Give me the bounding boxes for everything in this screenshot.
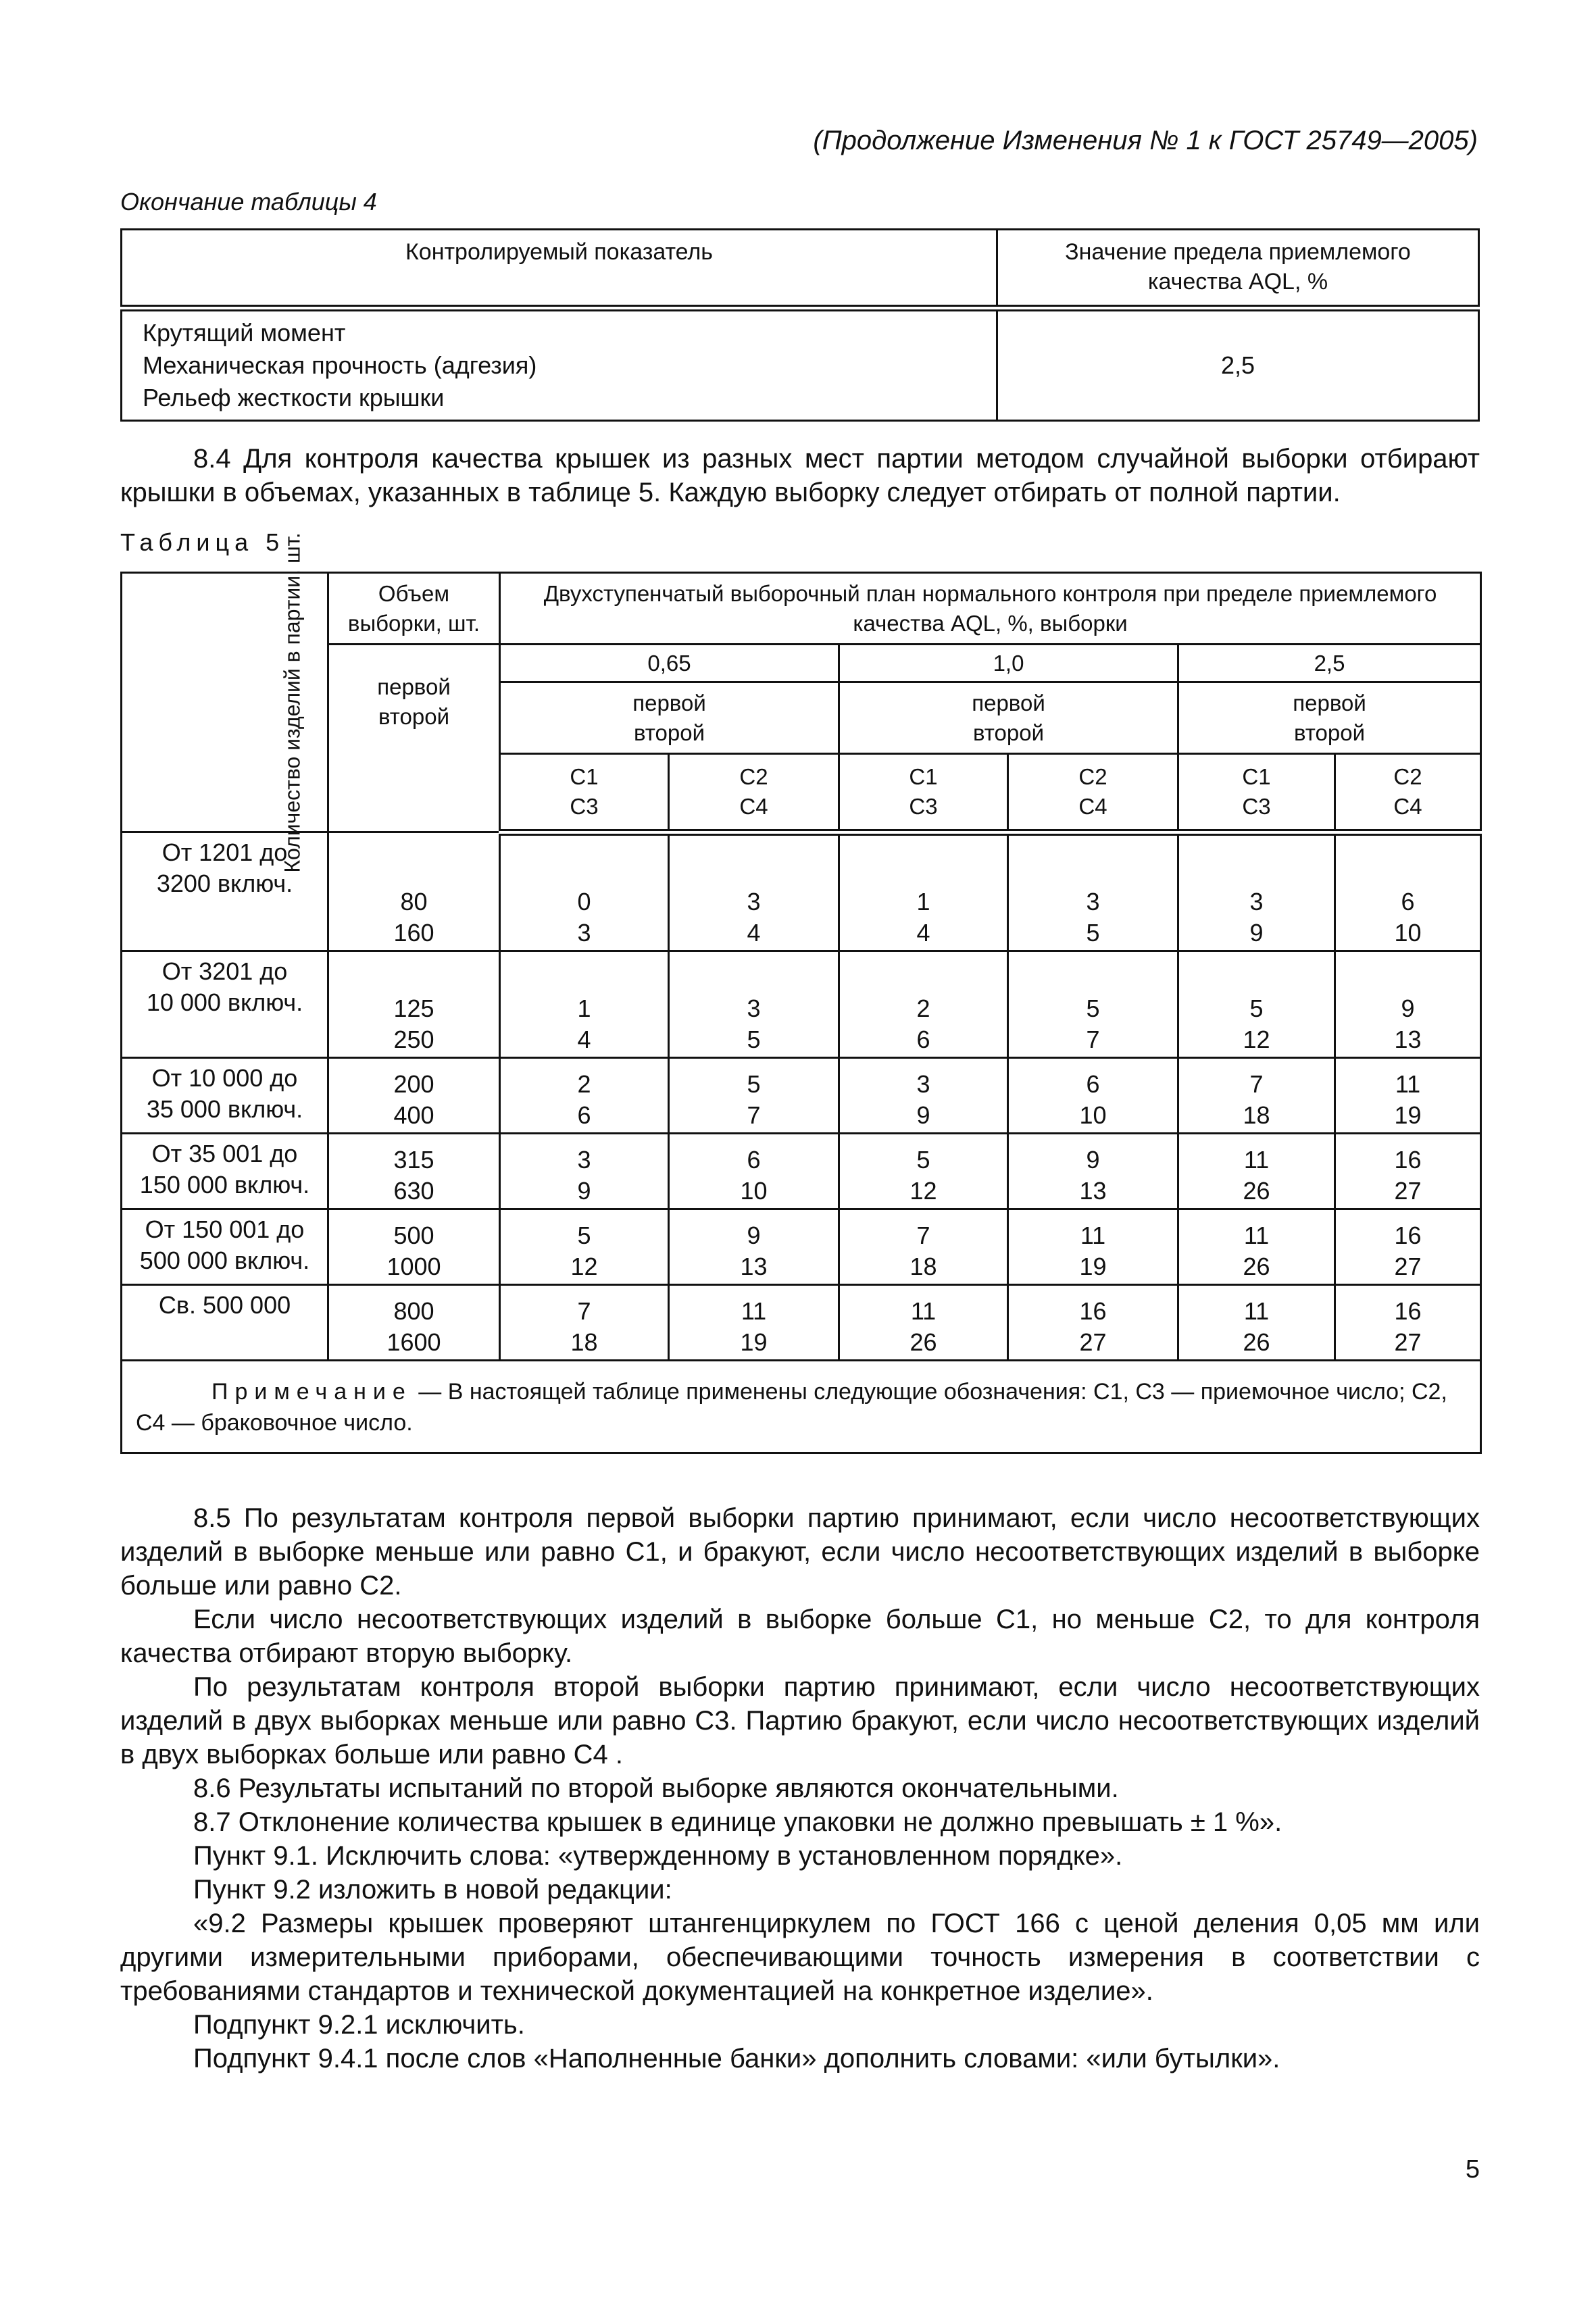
acceptance-number-value: 7 [1086,1026,1100,1053]
paragraph-text: По результатам контроля второй выборки партию принимают, если число несоответствующих изделий в двух выборках меньше или равно C3. Партию бракуют, если число несоответствующих изделий в двух выборках больше или равно C4 . [120,1672,1480,1769]
c-label-header [669,754,839,832]
paragraph-text: Пункт 9.1. Исключить слова: «утвержденному в установленном порядке». [193,1841,1123,1871]
c-label: C2 [1078,763,1107,789]
lot-size-line: От 150 001 до [145,1215,305,1243]
paragraph-text: Подпункт 9.2.1 исключить. [193,2010,525,2040]
c-label-header [1178,754,1335,832]
acceptance-number-value: 9 [916,1101,930,1129]
table5-row [122,1134,1481,1209]
acceptance-number-value: 12 [1243,1026,1270,1053]
sample-order-header [500,682,839,754]
acceptance-number-value: 3 [1249,888,1264,915]
lot-size-line: От 1201 до [161,838,288,866]
acceptance-number-value: 7 [747,1101,761,1129]
acceptance-number-value: 3 [1086,888,1100,915]
lot-size-cell [122,1134,328,1209]
table5-row [122,951,1481,1058]
acceptance-number-value: 6 [577,1101,591,1129]
acceptance-number-cell [1178,1285,1335,1361]
c-label: C4 [1078,793,1107,819]
lot-size-line: 10 000 включ. [146,988,303,1016]
sample-first-label: первой [1293,690,1366,715]
table5-quantity-label: Количество изделий в партии, шт. [280,532,305,873]
paragraph [120,2008,1480,2042]
lot-size-line: От 35 001 до [151,1140,298,1167]
acceptance-number-cell [1178,1134,1335,1209]
acceptance-number-value: 13 [740,1253,768,1280]
paragraph [120,1907,1480,2008]
c-label-header [1335,754,1481,832]
table5-caption: Таблица 5 [120,528,285,556]
paragraphs-block [120,1501,1480,2076]
paragraph-8-4 [120,442,1480,509]
acceptance-number-value: 4 [577,1026,591,1053]
sample-second-label: второй [633,720,705,745]
acceptance-number-cell [500,951,669,1058]
acceptance-number-value: 6 [1086,1070,1100,1098]
acceptance-number-value: 13 [1394,1026,1422,1053]
acceptance-number-value: 5 [1249,995,1264,1022]
acceptance-number-value: 10 [1394,919,1422,947]
sample-volume-cell [328,1134,500,1209]
table5-row [122,1285,1481,1361]
acceptance-number-value: 27 [1394,1177,1422,1205]
acceptance-number-value: 3 [577,919,591,947]
lot-size-line: 500 000 включ. [139,1247,310,1274]
acceptance-number-value: 16 [1394,1297,1422,1325]
table4-header-aql-line1: Значение предела приемлемого [1065,239,1411,265]
acceptance-number-value: 3 [916,1070,930,1098]
lot-size-line: 35 000 включ. [146,1095,303,1123]
paragraph-text: 8.5 По результатам контроля первой выборки партию принимают, если число несоответствующих изделий в выборке меньше или равно C1, и бракуют, если число несоответствующих изделий в выборке больше или равно C2. [120,1503,1480,1601]
acceptance-number-value: 11 [910,1297,937,1325]
paragraph [120,1501,1480,1603]
acceptance-number-value: 26 [1243,1328,1270,1356]
c-label: C3 [570,793,599,819]
c-label: C3 [1242,793,1271,819]
lot-size-cell [122,951,328,1058]
c-label: C4 [1393,793,1422,819]
sample-first-label: первой [972,690,1045,715]
acceptance-number-value: 11 [1395,1070,1421,1098]
acceptance-number-cell [669,951,839,1058]
table5-body [122,832,1481,1361]
paragraph-text: 8.7 Отклонение количества крышек в единице упаковки не должно превышать ± 1 %». [193,1807,1282,1837]
acceptance-number-value: 27 [1394,1328,1422,1356]
table4-header-indicator: Контролируемый показатель [122,230,997,309]
acceptance-number-value: 1 [577,995,591,1022]
acceptance-number-value: 10 [1079,1101,1107,1129]
acceptance-number-cell [1178,1209,1335,1285]
c-label-header [1008,754,1178,832]
acceptance-number-value: 16 [1079,1297,1107,1325]
acceptance-number-value: 10 [740,1177,768,1205]
page-number: 5 [1465,2155,1480,2184]
sample-volume-value: 500 [393,1222,434,1249]
c-label: C3 [909,793,938,819]
table4-row: Рельеф жесткости крышки [143,384,445,411]
acceptance-number-value: 3 [747,888,761,915]
paragraph [120,1805,1480,1839]
sample-volume-value: 400 [393,1101,434,1129]
sample-second-label: второй [972,720,1045,745]
paragraph-text: Подпункт 9.4.1 после слов «Наполненные банки» дополнить словами: «или бутылки». [193,2044,1280,2073]
acceptance-number-cell [500,1058,669,1134]
table4-caption: Окончание таблицы 4 [120,188,377,216]
acceptance-number-value: 9 [1086,1146,1100,1174]
table4-header-aql [997,230,1478,309]
acceptance-number-value: 7 [916,1222,930,1249]
acceptance-number-cell [500,1134,669,1209]
acceptance-number-cell [839,832,1008,951]
acceptance-number-value: 5 [916,1146,930,1174]
acceptance-number-cell [1008,832,1178,951]
c-label: C1 [570,763,599,789]
acceptance-number-cell [839,1285,1008,1361]
lot-size-line: От 3201 до [161,957,288,985]
c-label: C4 [739,793,768,819]
acceptance-number-value: 18 [1243,1101,1270,1129]
acceptance-number-value: 9 [1249,919,1264,947]
paragraph-text: «9.2 Размеры крышек проверяют штангенциркулем по ГОСТ 166 с ценой деления 0,05 мм или другими измерительными приборами, обеспечивающими точность измерения в соответствии с требованиями стандартов и технической документацией на конкретное изделие». [120,1909,1480,2006]
sample-volume-value: 250 [393,1026,434,1053]
paragraph [120,1839,1480,1873]
c-label: C1 [909,763,938,789]
acceptance-number-value: 11 [741,1297,767,1325]
sample-second-label: второй [378,704,450,729]
aql-level-header: 2,5 [1178,645,1481,682]
acceptance-number-value: 11 [1243,1297,1270,1325]
sample-first-label: первой [377,674,451,699]
acceptance-number-value: 26 [1243,1177,1270,1205]
sample-volume-value: 80 [400,888,428,915]
lot-size-cell [122,1058,328,1134]
acceptance-number-cell [1178,951,1335,1058]
acceptance-number-cell [669,1285,839,1361]
acceptance-number-value: 9 [577,1177,591,1205]
document-header: (Продолжение Изменения № 1 к ГОСТ 25749—2005) [813,126,1478,155]
aql-level-header: 0,65 [500,645,839,682]
paragraph [120,1771,1480,1805]
table-4 [120,228,1480,422]
table5-row [122,1058,1481,1134]
sample-volume-cell [328,1209,500,1285]
c-label: C2 [1393,763,1422,789]
acceptance-number-cell [1178,832,1335,951]
paragraph [120,1603,1480,1670]
acceptance-number-value: 16 [1394,1146,1422,1174]
acceptance-number-cell [1008,1134,1178,1209]
c-label: C2 [739,763,768,789]
acceptance-number-value: 5 [747,1026,761,1053]
acceptance-number-value: 26 [909,1328,937,1356]
acceptance-number-cell [1008,1285,1178,1361]
acceptance-number-cell [500,1285,669,1361]
table5-note-text: — В настоящей таблице применены следующие обозначения: C1, C3 — приемочное число; C2, C4 — браковочное число. [136,1379,1447,1436]
acceptance-number-value: 5 [1086,919,1100,947]
acceptance-number-value: 11 [1243,1222,1270,1249]
sample-volume-value: 1000 [386,1253,441,1280]
acceptance-number-value: 4 [747,919,761,947]
acceptance-number-value: 5 [747,1070,761,1098]
sample-volume-cell [328,1285,500,1361]
sample-volume-value: 315 [393,1146,434,1174]
acceptance-number-value: 16 [1394,1222,1422,1249]
sample-volume-value: 1600 [386,1328,441,1356]
table5-note-prefix: Примечание [211,1379,412,1405]
acceptance-number-value: 3 [577,1146,591,1174]
sample-order-header [1178,682,1481,754]
acceptance-number-cell [669,832,839,951]
acceptance-number-cell [1008,951,1178,1058]
acceptance-number-cell [1008,1058,1178,1134]
sample-volume-cell [328,832,500,951]
sample-volume-cell [328,951,500,1058]
lot-size-line: 150 000 включ. [139,1171,310,1199]
acceptance-number-cell [839,951,1008,1058]
lot-size-line: Св. 500 000 [158,1291,291,1319]
acceptance-number-value: 27 [1394,1253,1422,1280]
acceptance-number-cell [1335,1058,1481,1134]
table4-header-aql-line2: качества AQL, % [1147,269,1328,295]
acceptance-number-value: 19 [1079,1253,1107,1280]
acceptance-number-value: 5 [577,1222,591,1249]
acceptance-number-value: 11 [1080,1222,1106,1249]
c-label: C1 [1242,763,1271,789]
acceptance-number-value: 26 [1243,1253,1270,1280]
acceptance-number-value: 2 [577,1070,591,1098]
acceptance-number-value: 6 [747,1146,761,1174]
acceptance-number-value: 2 [916,995,930,1022]
paragraph [120,2042,1480,2076]
acceptance-number-cell [1335,951,1481,1058]
acceptance-number-value: 6 [916,1026,930,1053]
paragraph-text: Пункт 9.2 изложить в новой редакции: [193,1875,672,1905]
acceptance-number-cell [669,1134,839,1209]
acceptance-number-value: 19 [740,1328,768,1356]
table5-header-plan: Двухступенчатый выборочный план нормального контроля при пределе приемлемого качества AQL, %, выборки [500,573,1481,645]
acceptance-number-cell [1335,1285,1481,1361]
c-label-header [500,754,669,832]
acceptance-number-value: 3 [747,995,761,1022]
acceptance-number-value: 9 [747,1222,761,1249]
sample-volume-value: 160 [393,919,434,947]
acceptance-number-value: 18 [909,1253,937,1280]
lot-size-cell [122,1285,328,1361]
acceptance-number-cell [1008,1209,1178,1285]
acceptance-number-value: 4 [916,919,930,947]
sample-second-label: второй [1294,720,1366,745]
paragraph-8-4-text: 8.4 Для контроля качества крышек из разных мест партии методом случайной выборки отбирают крышки в объемах, указанных в таблице 5. Каждую выборку следует отбирать от полной партии. [120,444,1480,507]
acceptance-number-value: 11 [1243,1146,1270,1174]
aql-level-header: 1,0 [839,645,1178,682]
c-label-header [839,754,1008,832]
table5-header-samples [328,645,500,832]
acceptance-number-cell [1178,1058,1335,1134]
acceptance-number-value: 7 [577,1297,591,1325]
sample-volume-value: 125 [393,995,434,1022]
table5-row [122,832,1481,951]
table4-indicators-cell [122,308,997,421]
acceptance-number-cell [669,1058,839,1134]
sample-volume-value: 800 [393,1297,434,1325]
lot-size-cell [122,1209,328,1285]
paragraph-text: Если число несоответствующих изделий в выборке больше C1, но меньше C2, то для контроля качества отбирают вторую выборку. [120,1605,1480,1668]
table5-row [122,1209,1481,1285]
table4-aql-value: 2,5 [997,308,1478,421]
acceptance-number-value: 0 [577,888,591,915]
acceptance-number-value: 5 [1086,995,1100,1022]
table4-row: Механическая прочность (адгезия) [143,351,537,379]
acceptance-number-value: 18 [570,1328,598,1356]
sample-volume-value: 200 [393,1070,434,1098]
table5-note [122,1361,1481,1453]
acceptance-number-cell [1335,1209,1481,1285]
acceptance-number-cell [500,832,669,951]
paragraph-text: 8.6 Результаты испытаний по второй выборке являются окончательными. [193,1774,1119,1803]
table4-row: Крутящий момент [143,319,346,347]
paragraph [120,1670,1480,1771]
acceptance-number-value: 13 [1079,1177,1107,1205]
acceptance-number-cell [1335,832,1481,951]
acceptance-number-value: 1 [916,888,930,915]
acceptance-number-cell [839,1058,1008,1134]
acceptance-number-cell [839,1134,1008,1209]
acceptance-number-cell [500,1209,669,1285]
acceptance-number-value: 27 [1079,1328,1107,1356]
sample-volume-cell [328,1058,500,1134]
acceptance-number-cell [839,1209,1008,1285]
sample-order-header [839,682,1178,754]
sample-first-label: первой [632,690,706,715]
acceptance-number-value: 7 [1249,1070,1264,1098]
acceptance-number-value: 12 [570,1253,598,1280]
acceptance-number-value: 9 [1401,995,1415,1022]
paragraph [120,1873,1480,1907]
sample-volume-value: 630 [393,1177,434,1205]
acceptance-number-value: 19 [1394,1101,1422,1129]
lot-size-line: 3200 включ. [156,870,293,897]
table5-header-volume: Объем выборки, шт. [328,573,500,645]
acceptance-number-cell [1335,1134,1481,1209]
acceptance-number-cell [669,1209,839,1285]
acceptance-number-value: 12 [909,1177,937,1205]
lot-size-line: От 10 000 до [151,1064,298,1092]
acceptance-number-value: 6 [1401,888,1415,915]
